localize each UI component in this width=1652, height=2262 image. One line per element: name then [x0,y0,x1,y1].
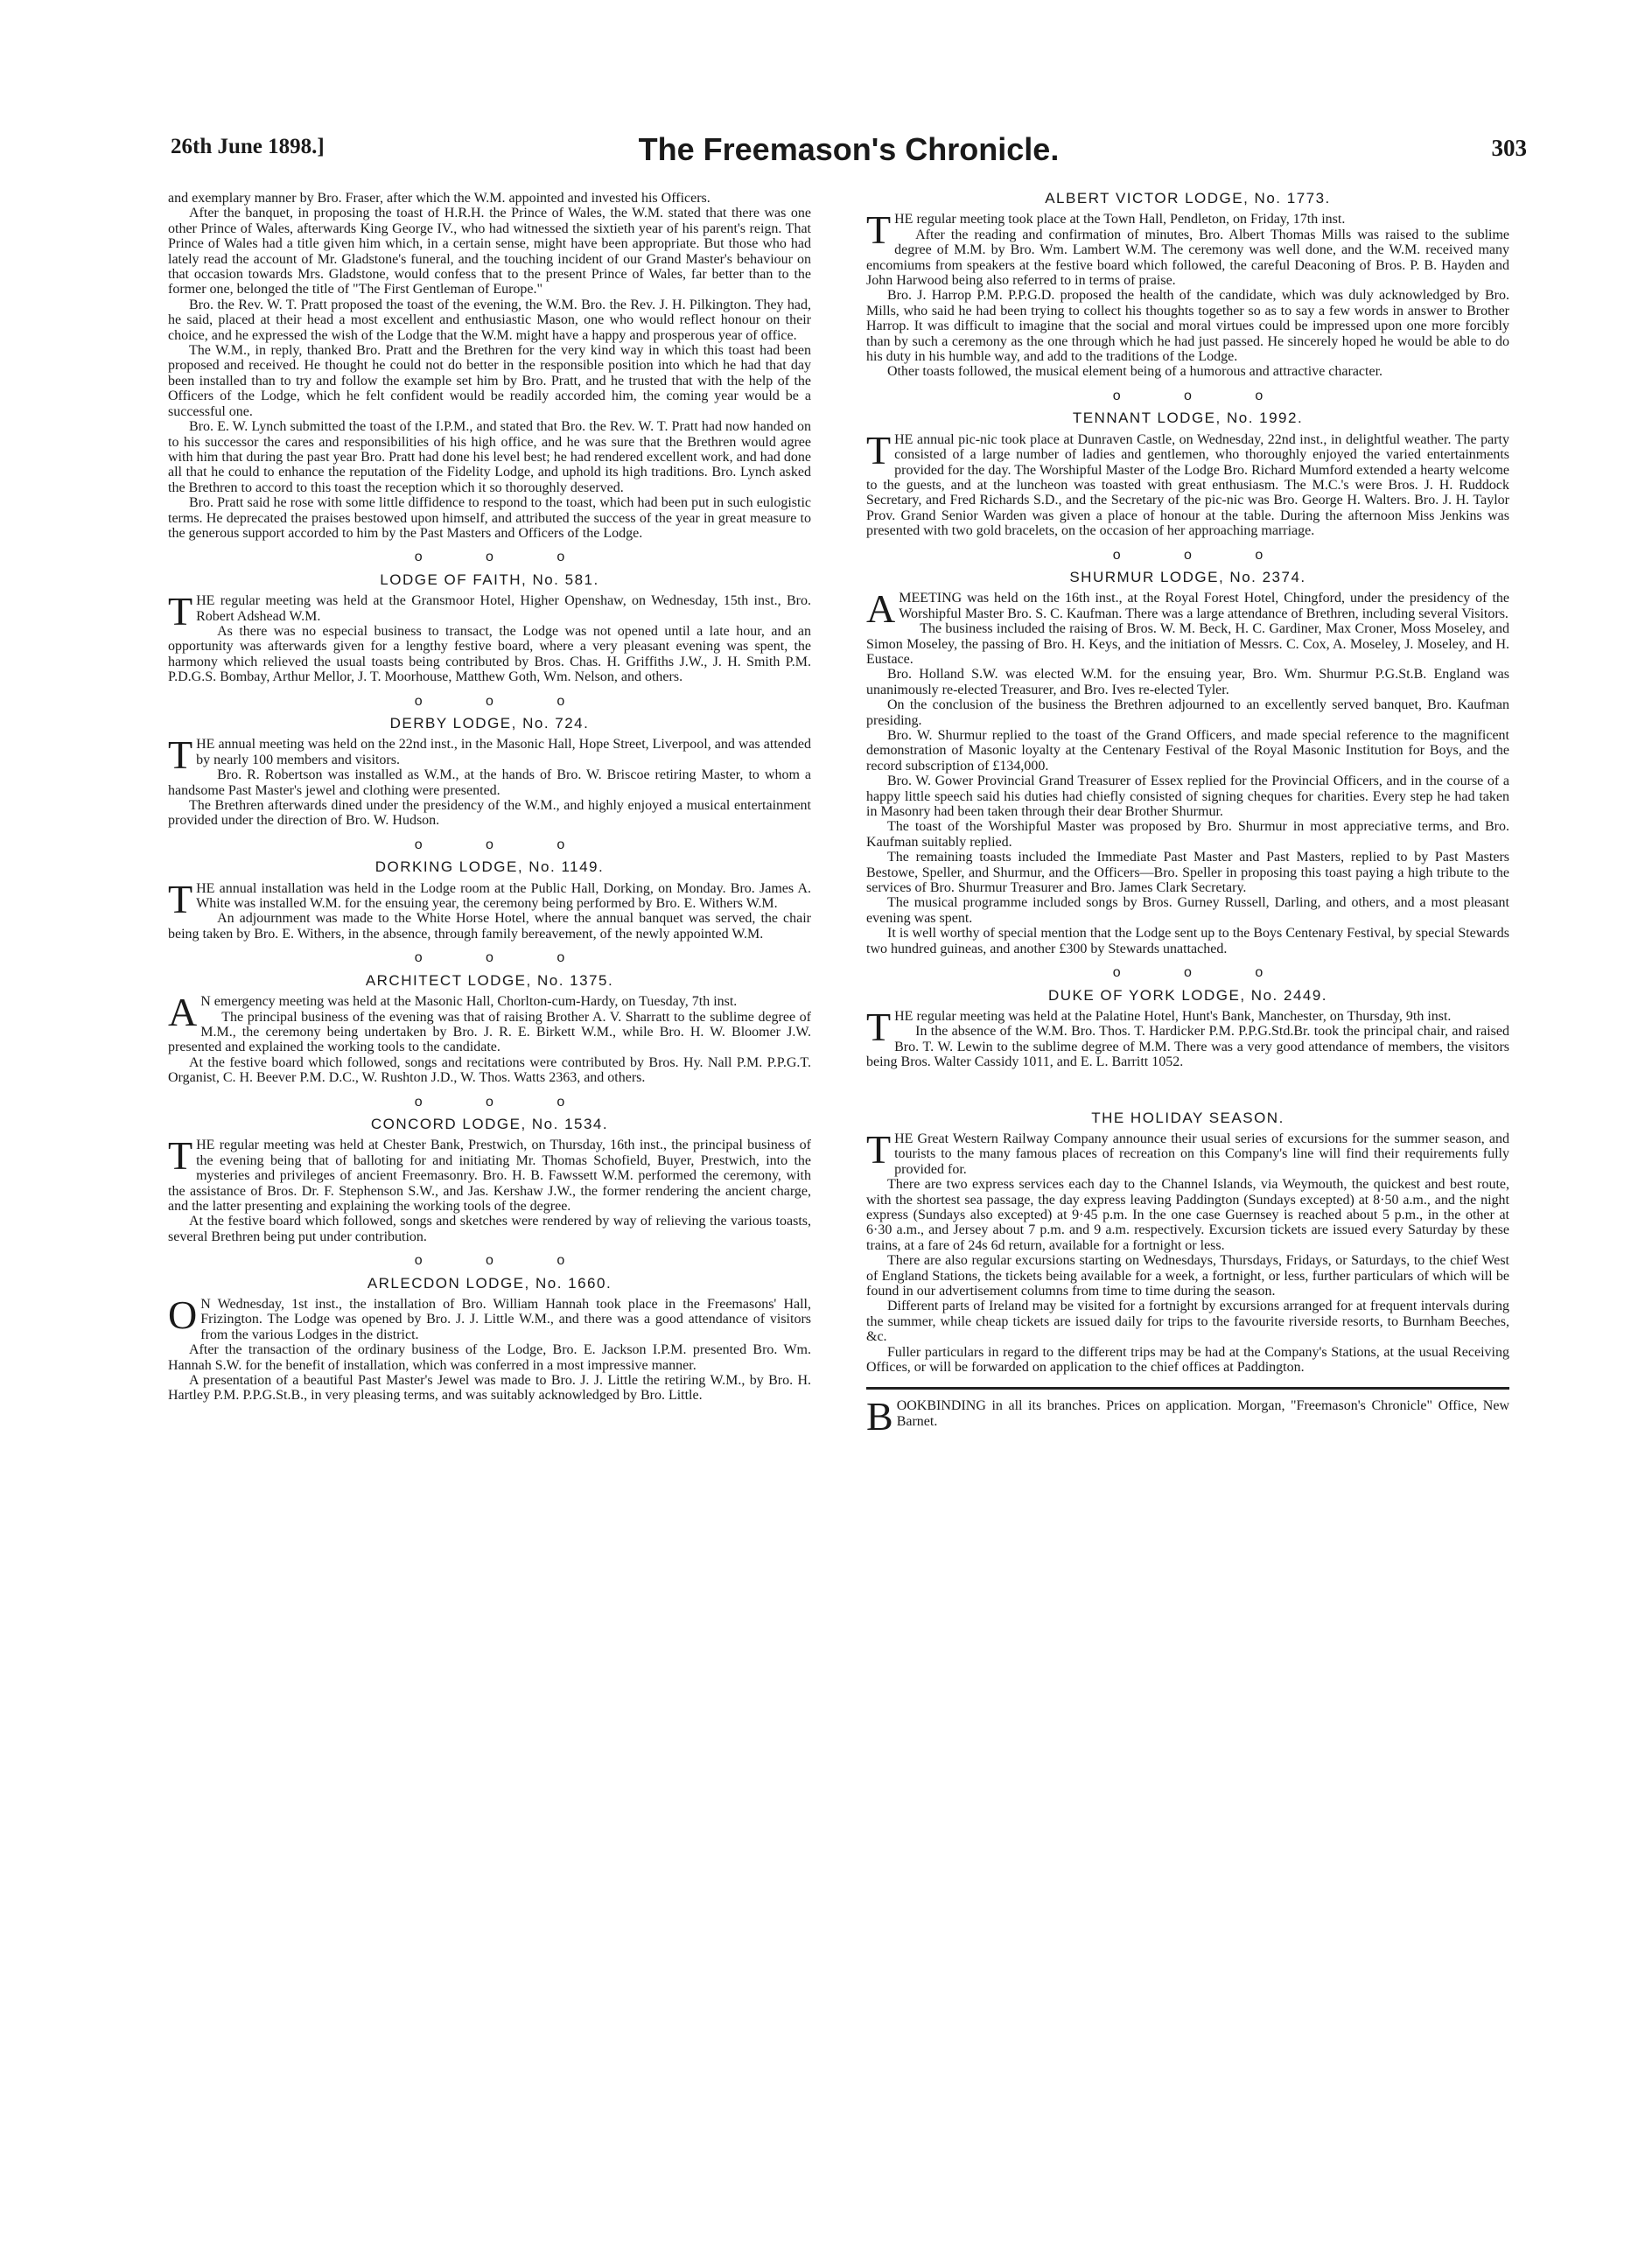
article-title: DERBY LODGE, No. 724. [389,715,590,732]
paragraph: Bro. R. Robertson was installed as W.M., at the hands of Bro. W. Briscoe retiring Master, to whom a handsome Past Master's jewel and clothing were presented. [168,767,811,798]
paragraph: The musical programme included songs by Bros. Gurney Russell, Darling, and others, and a most pleasant evening was spent. [866,895,1509,926]
article-title: DUKE OF YORK LODGE, No. 2449. [1047,986,1328,1004]
article-arlecdon-lodge [168,1276,811,1404]
article-tennant-lodge [866,410,1509,538]
drop-cap: T [866,207,892,253]
paragraph: It is well worthy of special mention that the Lodge sent up to the Boys Centenary Festival, by special Stewards two hundred guineas, and another £300 by Stewards unattached. [866,926,1509,956]
paragraph: There are two express services each day to the Channel Islands, via Weymouth, the quickest and best route, with the shortest sea passage, the day express leaving Paddington (Sundays excepted) at 8·50 a.m., and the night express (Sundays also excepted) at 9·45 p.m. In the one case Guernsey is reached about 5 p.m., in the other at 6·30 a.m., and Jersey about 7 p.m. and 9 a.m. respectively. Excursion tickets are issued every Saturday by these trains, at a fare of 24s 6d return, available for a fortnight or less. [866,1177,1509,1253]
paragraph: The W.M., in reply, thanked Bro. Pratt and the Brethren for the very kind way in which this toast had been proposed and received. He thought he could not do better in the responsible position into which he had that day been installed than to try and follow the example set him by Bro. Pratt, and he trusted that with the help of the Officers of the Lodge, which he felt confident would be readily accorded him, the coming year would be a successful one. [168,343,811,419]
left-column [168,191,811,1404]
paragraph: HE annual pic-nic took place at Dunraven Castle, on Wednesday, 22nd inst., in delightful weather. The party consisted of a large number of ladies and gentlemen, who thoroughly enjoyed the varied entertainments provided for the day. The Worshipful Master of the Lodge Bro. Richard Mumford extended a hearty welcome to the guests, and at the luncheon was toasted with great enthusiasm. The M.C.'s were Bros. J. H. Ruddock Secretary, and Fred Richards S.D., and the Secretary of the pic-nic was Bro. George H. Walters. Bro. J. H. Taylor Prov. Grand Senior Warden was given a place of honour at the table. During the afternoon Miss Jenkins was presented with two gold bracelets, on the occasion of her approaching marriage. [866,431,1509,539]
issue-date: 26th June 1898.] [171,135,325,158]
article-architect-lodge [168,973,811,1086]
drop-cap: T [168,876,193,921]
section-ornament: o o o [414,1253,595,1269]
paragraph: HE regular meeting was held at the Palatine Hotel, Hunt's Bank, Manchester, on Thursday, 9th inst. [894,1008,1452,1024]
paragraph: After the banquet, in proposing the toast of H.R.H. the Prince of Wales, the W.M. stated that there was one other Prince of Wales, afterwards King George IV., who had witnessed the sixtieth year of his parent's reign. That Prince of Wales had a title given him which, in a certain sense, might have been appropriate. But those who had lately read the account of Mr. Gladstone's funeral, and the touching incident of our Grand Master's behaviour on that occasion towards Mrs. Gladstone, would confess that to the present Prince of Wales, far better than to the former one, belonged the title of "The First Gentleman of Europe." [168,206,811,298]
section-ornament: o o o [1112,547,1293,563]
paragraph: Bro. E. W. Lynch submitted the toast of the I.P.M., and stated that Bro. the Rev. W. T. Pratt had now handed on to his successor the cares and responsibilities of his high office, and he was sure that the Brethren would agree with him that during the past year Bro. Pratt had done his level best; he had rendered excellent work, and had done all that he could to enhance the reputation of the Fidelity Lodge, and uphold its high traditions. Bro. Lynch asked the Brethren to accord to this toast the reception which it so thoroughly deserved. [168,419,811,495]
paragraph: HE annual installation was held in the Lodge room at the Public Hall, Dorking, on Monday. Bro. James A. White was installed W.M. for the ensuing year, the ceremony being performed by Bro. E. Withers W.M. [196,880,811,912]
article-title: DORKING LODGE, No. 1149. [374,858,605,876]
article-title: ALBERT VICTOR LODGE, No. 1773. [1045,190,1331,207]
paragraph: Bro. J. Harrop P.M. P.P.G.D. proposed the health of the candidate, which was duly acknowledged by Bro. Mills, who said he had been trying to collect his thoughts together so as to say a few words in answer to Brother Harrop. It was difficult to imagine that the social and moral virtues could be impressed upon one more forcibly than by such a ceremony as the one through which he had just passed. He sincerely hoped he would be able to do his duty in his humble way, and add to the traditions of the Lodge. [866,288,1509,365]
paragraph: HE regular meeting was held at the Gransmoor Hotel, Higher Openshaw, on Wednesday, 15th inst., Bro. Robert Adshead W.M. [196,593,811,624]
article-title: THE HOLIDAY SEASON. [1091,1109,1284,1126]
fidelity-continuation [168,191,811,541]
paragraph: Bro. W. Shurmur replied to the toast of the Grand Officers, and made special reference to the magnificent demonstration of Masonic loyalty at the Centenary Festival of the Royal Masonic Institution for Boys, and the record subscription of £134,000. [866,728,1509,774]
drop-cap: A [168,990,198,1035]
paragraph: and exemplary manner by Bro. Fraser, after which the W.M. appointed and invested his Officers. [168,191,710,206]
right-column [866,190,1509,1439]
spacer [866,1070,1509,1103]
drop-cap: T [168,732,193,778]
paragraph: On the conclusion of the business the Brethren adjourned to an excellently served banquet, Bro. Kaufman presiding. [866,697,1509,728]
paragraph: Fuller particulars in regard to the different trips may be had at the Company's Stations, at the usual Receiving Offices, or will be forwarded on application to the chief offices at Paddington. [866,1344,1509,1376]
paragraph: Other toasts followed, the musical element being of a humorous and attractive character. [887,364,1383,380]
paragraph: After the transaction of the ordinary business of the Lodge, Bro. E. Jackson I.P.M. presented Bro. Wm. Hannah S.W. for the benefit of installation, which was conferred in a most impressive manner. [168,1342,811,1373]
paragraph: Bro. the Rev. W. T. Pratt proposed the toast of the evening, the W.M. Bro. the Rev. J. H. Pilkington. They had, he said, placed at their head a most excellent and enthusiastic Mason, one who would reflect honour on their choice, and he expressed the wish of the Lodge that the W.M. might have a happy and prosperous year of office. [168,297,811,343]
section-ornament: o o o [1112,388,1293,403]
paragraph: Different parts of Ireland may be visited for a fortnight by excursions arranged for at frequent intervals during the summer, while cheap tickets are issued daily for trips to the favourite riverside resorts, to Burnham Beeches, &c. [866,1299,1509,1345]
drop-cap: T [866,427,892,473]
drop-cap: O [168,1292,198,1337]
paragraph: MEETING was held on the 16th inst., at the Royal Forest Hotel, Chingford, under the presidency of the Worshipful Master Bro. S. C. Kaufman. There was a large attendance of Brethren, including several Visitors. [899,591,1509,621]
article-title: SHURMUR LODGE, No. 2374. [1069,568,1306,585]
paragraph: The principal business of the evening was that of raising Brother A. V. Sharratt to the sublime degree of M.M., the ceremony being undertaken by Bro. J. R. E. Birkett W.M., while Bro. H. W. Bloomer J.W. presented and explained the working tools to the candidate. [168,1009,811,1055]
section-ornament: o o o [414,550,595,565]
article-title: LODGE OF FAITH, No. 581. [380,571,599,588]
page-number: 303 [1491,135,1527,161]
paragraph: HE Great Western Railway Company announce their usual series of excursions for the summer season, and tourists to the many famous places of recreation on this Company's line will find their requirements fully provided for. [894,1131,1509,1177]
paragraph: N emergency meeting was held at the Masonic Hall, Chorlton-cum-Hardy, on Tuesday, 7th inst. [200,994,738,1010]
section-ornament: o o o [414,693,595,709]
paragraph: HE annual meeting was held on the 22nd inst., in the Masonic Hall, Hope Street, Liverpool, and was attended by nearly 100 members and visitors. [196,737,811,767]
paragraph: After the reading and confirmation of minutes, Bro. Albert Thomas Mills was raised to the sublime degree of M.M. by Bro. Wm. Lambert W.M. The ceremony was well done, and the W.M. received many encomiums from speakers at the festive board which followed, the careful Deaconing of Bros. P. B. Hayden and John Harwood being also referred to in terms of praise. [866,227,1509,289]
paragraph: N Wednesday, 1st inst., the installation of Bro. William Hannah took place in the Freemasons' Hall, Frizington. The Lodge was opened by Bro. J. J. Little W.M., and there was a good attendance of visitors from the various Lodges in the district. [200,1297,811,1342]
section-ornament: o o o [414,1094,595,1110]
article-title: ARCHITECT LODGE, No. 1375. [365,971,614,989]
drop-cap: T [168,589,193,634]
article-albert-victor-lodge [866,191,1509,380]
paragraph: Bro. Holland S.W. was elected W.M. for the ensuing year, Bro. Wm. Shurmur P.G.St.B. England was unanimously re-elected Treasurer, and Bro. Ives re-elected Tyler. [866,667,1509,697]
paragraph: The toast of the Worshipful Master was proposed by Bro. Shurmur in most appreciative terms, and Bro. Kaufman suitably replied. [866,819,1509,850]
section-ornament: o o o [414,837,595,852]
drop-cap: T [168,1133,193,1179]
paragraph: There are also regular excursions starting on Wednesdays, Thursdays, Fridays, or Saturdays, to the chief West of England Stations, the tickets being available for a week, a fortnight, or less, further particulars of which will be found in our advertisement columns from time to time during the season. [866,1253,1509,1299]
drop-cap: T [866,1004,892,1049]
paragraph: As there was no especial business to transact, the Lodge was not opened until a late hour, and an opportunity was afterwards given for a lengthy festive board, where a very pleasant evening was spent, the harmony which relieved the usual toasts being contributed by Bros. Chas. H. Griffiths J.W., J. H. Smith P.M. P.D.G.S. Bombay, Arthur Mellor, J. T. Moorhouse, Matthew Goth, Wm. Nelson, and others. [168,623,811,685]
paragraph: The Brethren afterwards dined under the presidency of the W.M., and highly enjoyed a musical entertainment provided under the direction of Bro. W. Hudson. [168,798,811,829]
paragraph: The business included the raising of Bros. W. M. Beck, H. C. Gardiner, Max Croner, Moss Moseley, and Simon Moseley, the passing of Bro. H. Keys, and the initiation of Messrs. C. Cox, A. Moseley, J. Moseley, and H. Eustace. [866,621,1509,667]
paragraph: An adjournment was made to the White Horse Hotel, where the annual banquet was served, the chair being taken by Bro. E. Withers, in the absence, through family bereavement, of the newly appointed W.M. [168,911,811,942]
section-ornament: o o o [1112,965,1293,981]
article-lodge-of-faith [168,572,811,685]
paragraph: At the festive board which followed, songs and sketches were rendered by way of relieving the various toasts, several Brethren being put under contribution. [168,1214,811,1244]
article-holiday-season [866,1110,1509,1376]
paragraph: Bro. Pratt said he rose with some little diffidence to respond to the toast, which had been put in such eulogistic terms. He deprecated the praises bestowed upon himself, and attributed the success of the year in great measure to the generous support accorded to him by the Past Masters and Officers of the Lodge. [168,495,811,541]
paragraph: In the absence of the W.M. Bro. Thos. T. Hardicker P.M. P.P.G.Std.Br. took the principal chair, and raised Bro. T. W. Lewin to the sublime degree of M.M. There was a very good attendance of members, the visitors being Bros. Walter Cassidy 1011, and E. L. Barritt 1052. [866,1024,1509,1070]
divider-rule [866,1387,1509,1390]
article-title: CONCORD LODGE, No. 1534. [370,1115,609,1132]
article-title: TENNANT LODGE, No. 1992. [1072,410,1304,427]
article-shurmur-lodge [866,570,1509,956]
masthead-title: The Freemason's Chronicle. [638,131,1060,167]
paragraph: HE regular meeting was held at Chester Bank, Prestwich, on Thursday, 16th inst., the principal business of the evening being that of balloting for and initiating Mr. Thomas Schofield, Buyer, Prestwich, into the mysteries and privileges of ancient Freemasonry. Bro. H. B. Fawssett W.M. performed the ceremony, with the assistance of Bros. Dr. F. Stephenson S.W., and Jas. Kershaw J.W., the former rendering the ancient charge, and the latter presenting and explaining the working tools of the degree. [168,1138,811,1214]
paragraph: Bro. W. Gower Provincial Grand Treasurer of Essex replied for the Provincial Officers, and in the course of a happy little speech said his duties had chiefly consisted of signing cheques for charities. Every step he had taken in Masonry had been taken through their dear Brother Shurmur. [866,774,1509,820]
paragraph: A presentation of a beautiful Past Master's Jewel was made to Bro. J. J. Little the retiring W.M., by Bro. H. Hartley P.M. P.P.G.St.B., in very pleasing terms, and was suitably acknowledged by Bro. Little. [168,1373,811,1404]
drop-cap: A [866,586,896,632]
article-concord-lodge [168,1117,811,1244]
article-title: ARLECDON LODGE, No. 1660. [367,1274,612,1292]
bookbinding-advert [866,1394,1509,1439]
page-header [171,131,1527,172]
section-ornament: o o o [414,950,595,966]
drop-cap: T [866,1126,892,1172]
paragraph: At the festive board which followed, songs and recitations were contributed by Bros. Hy. Nall P.M. P.P.G.T. Organist, C. H. Beever P.M. D.C., W. Rushton J.D., W. Thos. Watts 2363, and others. [168,1054,811,1086]
paragraph: The remaining toasts included the Immediate Past Master and Past Masters, replied to by Past Masters Bestowe, Speller, and Shurmur, and the Officers—Bro. Speller in proposing this toast paying a high tribute to the services of Bro. Shurmur Treasurer and Bro. James Clark Secretary. [866,850,1509,896]
drop-cap: B [866,1394,893,1439]
article-dorking-lodge [168,859,811,942]
article-derby-lodge [168,716,811,829]
paragraph: HE regular meeting took place at the Town Hall, Pendleton, on Friday, 17th inst. [894,212,1346,228]
advert-text: OOKBINDING in all its branches. Prices on application. Morgan, "Freemason's Chronicle" Office, New Barnet. [896,1398,1509,1429]
article-duke-of-york-lodge [866,988,1509,1070]
